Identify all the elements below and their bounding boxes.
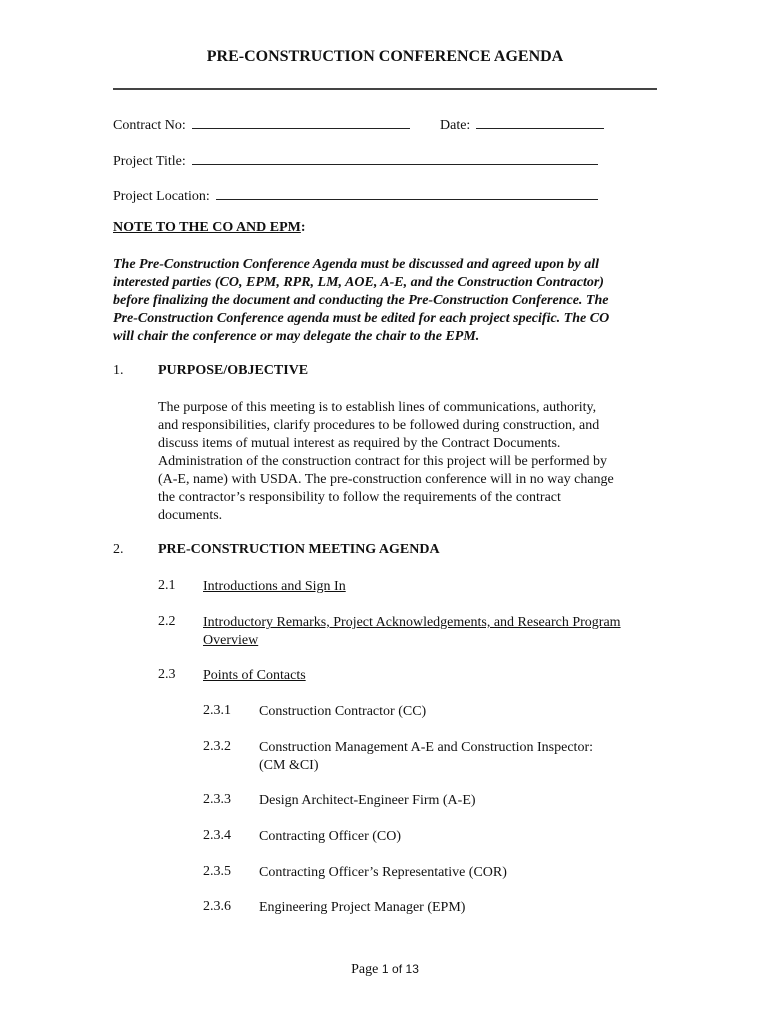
note-line: will chair the conference or may delegate the chair to the EPM.	[113, 329, 480, 344]
project-title-label: Project Title:	[113, 154, 186, 169]
subitem-number: 2.3.1	[203, 703, 231, 718]
note-line: before finalizing the document and conducting the Pre-Construction Conference. The	[113, 293, 609, 308]
project-location-label: Project Location:	[113, 189, 210, 204]
date-field	[440, 114, 604, 134]
subitem-number: 2.3.6	[203, 899, 231, 914]
date-blank	[476, 114, 604, 129]
project-title-field	[113, 150, 598, 170]
paragraph-line: and responsibilities, clarify procedures to be followed during construction, and	[158, 418, 600, 433]
page-footer	[0, 962, 770, 978]
page-word: Page	[351, 962, 379, 977]
page-total: 13	[405, 962, 419, 976]
contract-no-label: Contract No:	[113, 118, 186, 133]
of-word: of	[392, 962, 403, 976]
section-title: PRE-CONSTRUCTION MEETING AGENDA	[158, 542, 440, 557]
title-divider	[113, 88, 657, 90]
paragraph-line: documents.	[158, 508, 223, 523]
contract-no-blank	[192, 114, 410, 129]
paragraph-line: The purpose of this meeting is to establish lines of communications, authority,	[158, 400, 597, 415]
purpose-paragraph	[158, 399, 658, 525]
subitem-number: 2.3.4	[203, 828, 231, 843]
item-title: Introductory Remarks, Project Acknowledgements, and Research Program Overview	[203, 615, 621, 648]
paragraph-line: the contractor’s responsibility to follow the requirements of the contract	[158, 490, 561, 505]
section-number: 1.	[113, 363, 124, 378]
subitem-title: Design Architect-Engineer Firm (A-E)	[259, 793, 476, 808]
item-title: Points of Contacts	[203, 668, 306, 683]
note-line: The Pre-Construction Conference Agenda must be discussed and agreed upon by all	[113, 257, 600, 272]
item-number: 2.1	[158, 578, 176, 593]
note-body	[113, 256, 658, 346]
subitem-number: 2.3.2	[203, 739, 231, 754]
item-title: Introductions and Sign In	[203, 579, 346, 594]
project-location-field	[113, 185, 598, 205]
paragraph-line: Administration of the construction contract for this project will be performed by	[158, 454, 608, 469]
subitem-title: Contracting Officer’s Representative (COR)	[259, 865, 507, 880]
page-current: 1	[381, 962, 389, 976]
project-title-blank	[192, 150, 598, 165]
item-number: 2.2	[158, 614, 176, 629]
paragraph-line: discuss items of mutual interest as required by the Contract Documents.	[158, 436, 561, 451]
item-number: 2.3	[158, 667, 176, 682]
subitem-title: Construction Contractor (CC)	[259, 704, 427, 719]
project-location-blank	[216, 185, 598, 200]
section-title: PURPOSE/OBJECTIVE	[158, 363, 309, 378]
subitem-title: Contracting Officer (CO)	[259, 829, 402, 844]
subitem-title: Construction Management A-E and Construction Inspector: (CM &CI)	[259, 740, 593, 773]
subitem-title: Engineering Project Manager (EPM)	[259, 900, 466, 915]
subitem-number: 2.3.5	[203, 864, 231, 879]
page-title: PRE-CONSTRUCTION CONFERENCE AGENDA	[206, 48, 564, 65]
contract-no-field	[113, 114, 410, 134]
note-heading: NOTE TO THE CO AND EPM:	[113, 220, 306, 235]
note-line: interested parties (CO, EPM, RPR, LM, AOE, A-E, and the Construction Contractor)	[113, 275, 604, 290]
subitem-number: 2.3.3	[203, 792, 231, 807]
section-number: 2.	[113, 542, 124, 557]
paragraph-line: (A-E, name) with USDA. The pre-construction conference will in no way change	[158, 472, 614, 487]
note-line: Pre-Construction Conference agenda must be edited for each project specific. The CO	[113, 311, 610, 326]
date-label: Date:	[440, 118, 471, 133]
